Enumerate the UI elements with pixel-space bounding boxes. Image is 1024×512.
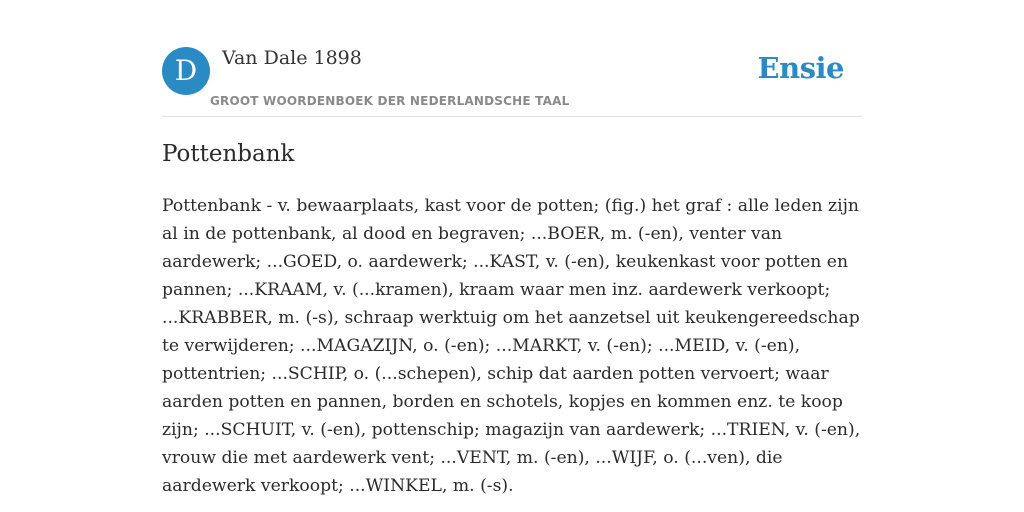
brand-logo[interactable]: Ensie bbox=[757, 51, 844, 85]
source-subtitle: GROOT WOORDENBOEK DER NEDERLANDSCHE TAAL bbox=[210, 94, 570, 108]
source-header bbox=[162, 40, 862, 117]
source-title[interactable]: Van Dale 1898 bbox=[222, 47, 362, 69]
entry-card bbox=[162, 40, 862, 496]
entry-definition: Pottenbank - v. bewaarplaats, kast voor de potten; (fig.) het graf : alle leden zijn al in de pottenbank, al dood en begraven; ...BOER, m. (-en), venter van aardewerk; ...GOED, o. aardewerk; ...KAST, v. (-en), keukenkast voor potten en pannen; ...KRAAM, v. (...kramen), kraam waar men inz. aardewerk verkoopt; ...KRABBER, m. (-s), schraap werktuig om het aanzetsel uit keukengereedschap te verwijderen; ...MAGAZIJN, o. (-en); ...MARKT, v. (-en); ...MEID, v. (-en), pottentrien; ...SCHIP, o. (...schepen), schip dat aarden potten vervoert; waar aarden potten en pannen, borden en schotels, kopjes en kommen enz. te koop zijn; ...SCHUIT, v. (-en), pottenschip; magazijn van aardewerk; ...TRIEN, v. (-en), vrouw die met aardewerk vent; ...VENT, m. (-en), ...WIJF, o. (...ven), die aardewerk verkoopt; ...WINKEL, m. (-s). bbox=[162, 196, 861, 496]
source-avatar[interactable]: D bbox=[162, 47, 210, 95]
entry-title: Pottenbank bbox=[162, 141, 295, 167]
